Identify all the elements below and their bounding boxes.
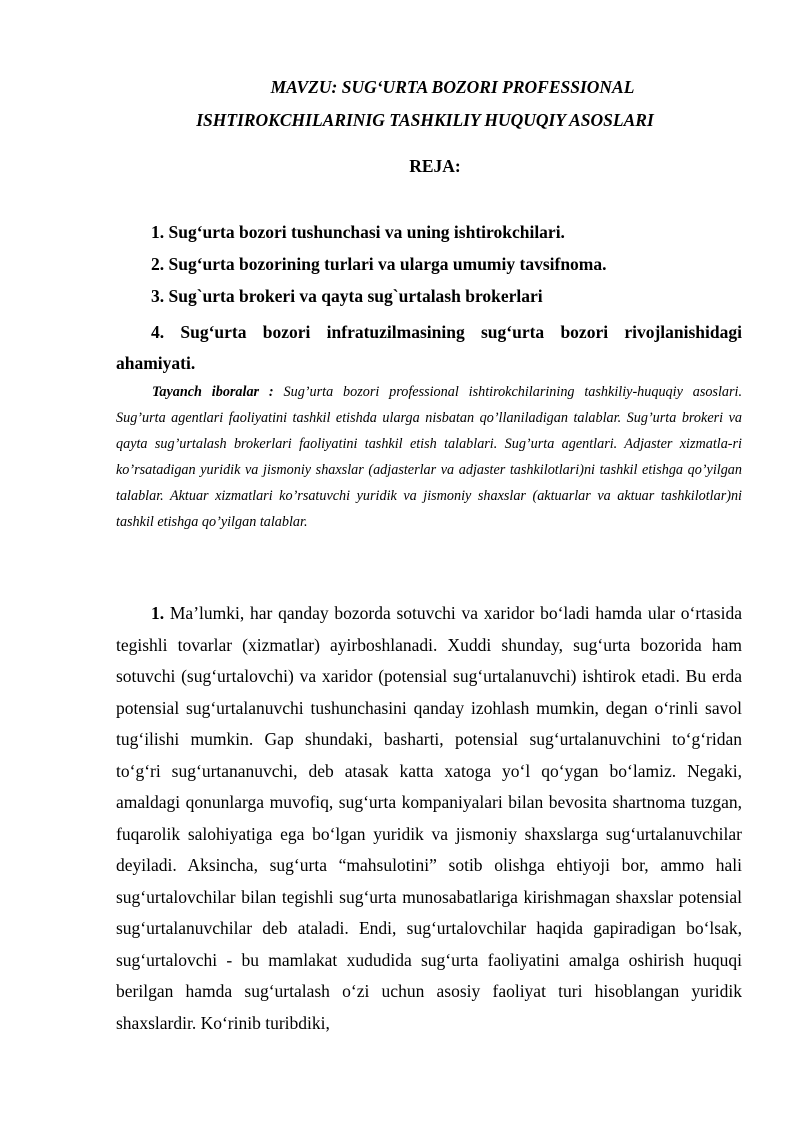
body-paragraph: [116, 598, 742, 1039]
paragraph-number: 1.: [151, 603, 165, 623]
plan-item-4: 4. Sug‘urta bozori infratuzilmasining sug‘urta bozori rivojlanishidagi ahamiyati.: [116, 322, 742, 373]
document-title-line-1: MAVZU: SUG‘URTA BOZORI PROFESSIONAL: [270, 77, 635, 97]
plan-item-3: 3. Sug`urta brokeri va qayta sug`urtalash brokerlari: [151, 286, 543, 306]
keywords-label: Tayanch iboralar :: [152, 384, 274, 400]
plan-heading: REJA:: [409, 156, 461, 176]
document-title-line-2: ISHTIROKCHILARINIG TASHKILIY HUQUQIY ASOSLARI: [196, 110, 654, 130]
paragraph-text: Ma’lumki, har qanday bozorda sotuvchi va xaridor bo‘ladi hamda ular o‘rtasida tegishli tovarlar (xizmatlar) ayirboshlanadi. Xuddi shunday, sug‘urta bozorida ham sotuvchi (sug‘urtalovchi) va xaridor (potensial sug‘urtalanuvchi) ishtirok etadi. Bu erda potensial sug‘urtalanuvchi tushunchasini qanday izohlash mumkin, degan o‘rinli savol tug‘ilishi mumkin. Gap shundaki, basharti, potensial sug‘urtalanuvchini to‘g‘ridan to‘g‘ri sug‘urtananuvchi, deb atasak katta xatoga yo‘l qo‘ygan bo‘lamiz. Negaki, amaldagi qonunlarga muvofiq, sug‘urta kompaniyalari bilan bevosita shartnoma tuzgan, fuqarolik salohiyatiga ega bo‘lgan yuridik va jismoniy shaxslarga sug‘urtalanuvchilar deyiladi. Aksincha, sug‘urta “mahsulotini” sotib olishga ehtiyoji bor, ammo hali sug‘urtalovchilar bilan tegishli sug‘urta munosabatlariga kirishmagan shaxslar potensial sug‘urtalanuvchilar deb ataladi. Endi, sug‘urtalovchilar haqida gapiradigan bo‘lsak, sug‘urtalovchi - bu mamlakat xududida sug‘urta faoliyatini amalga oshirish huquqi berilgan hamda sug‘urtalash o‘zi uchun asosiy faoliyat turi hisoblangan yuridik shaxslardir. Ko‘rinib turibdiki,: [116, 603, 742, 1033]
plan-item-1: 1. Sug‘urta bozori tushunchasi va uning ishtirokchilari.: [151, 222, 565, 242]
keywords-paragraph: [116, 379, 742, 535]
plan-item-2: 2. Sug‘urta bozorining turlari va ularga umumiy tavsifnoma.: [151, 254, 607, 274]
keywords-text: Sug’urta bozori professional ishtirokchilarining tashkiliy-huquqiy asoslari. Sug’urta agentlari faoliyatini tashkil etishda ularga nisbatan qo’llaniladigan talablar. Sug’urta brokeri va qayta sug’urtalash brokerlari faoliyatini tashkil etish talablari. Sug’urta agentlari. Adjaster xizmatla-ri ko’rsatadigan yuridik va jismoniy shaxslar (adjasterlar va adjaster tashkilotlari)ni tashkil etishga qo’yilgan talablar. Aktuar xizmatlari ko’rsatuvchi yuridik va jismoniy shaxslar (aktuarlar va aktuar tashkilotlar)ni tashkil etishga qo’yilgan talablar.: [116, 384, 742, 530]
